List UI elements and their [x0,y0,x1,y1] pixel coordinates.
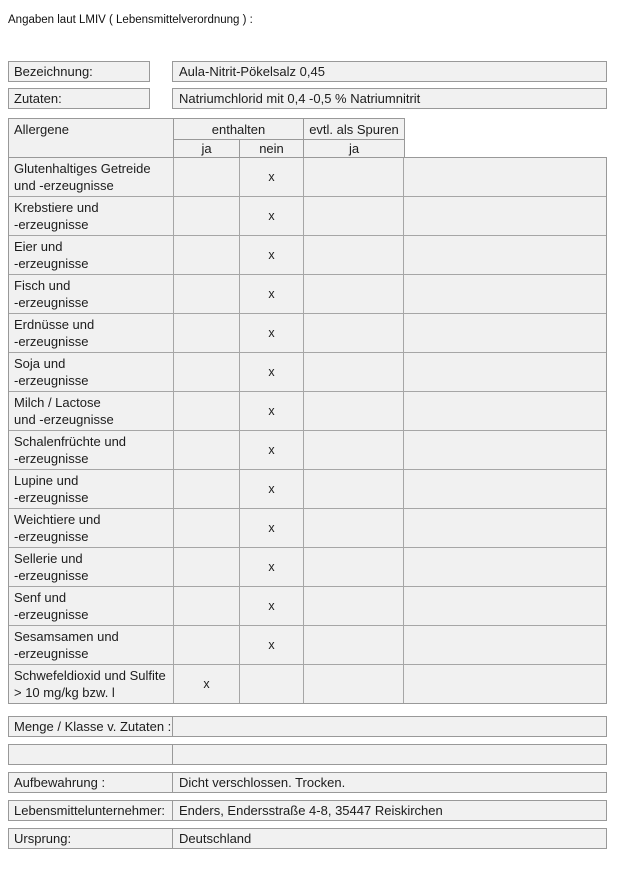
allergen-name-line1: Weichtiere und [14,512,101,527]
allergen-name-line1: Schwefeldioxid und Sulfite [14,668,166,683]
allergen-name [9,626,174,664]
allergen-name-line1: Senf und [14,590,67,605]
cell-enthalten-nein: x [240,314,304,352]
allergen-row [9,275,606,314]
header-allergene: Allergene [9,119,174,157]
cell-enthalten-ja [174,626,240,664]
cell-enthalten-ja [174,197,240,235]
cell-spuren-ja [304,236,404,274]
cell-enthalten-ja [174,236,240,274]
cell-enthalten-nein: x [240,548,304,586]
allergen-name [9,470,174,508]
cell-spuren-ja [304,431,404,469]
field-value: Enders, Endersstraße 4-8, 35447 Reiskirchen [179,803,443,818]
cell-enthalten-ja [174,353,240,391]
allergen-row [9,431,606,470]
cell-enthalten-ja [174,314,240,352]
field-gap [150,61,172,82]
field-value [173,717,606,736]
cell-spuren-ja [304,626,404,664]
allergen-name-line2: -erzeugnisse [14,256,89,271]
allergen-row [9,470,606,509]
cell-enthalten-ja [174,509,240,547]
product-info-section [8,61,607,109]
field-label: Menge / Klasse v. Zutaten : [9,717,173,736]
allergen-table-header [8,118,405,158]
cell-enthalten-nein: x [240,626,304,664]
field-label: Bezeichnung: [8,61,150,82]
cell-spuren-ja [304,197,404,235]
cell-spuren-ja [304,275,404,313]
header-evtl-als-spuren: evtl. als Spuren [304,119,404,140]
allergen-name-line1: Sellerie und [14,551,83,566]
field-value: Aula-Nitrit-Pökelsalz 0,45 [172,61,607,82]
allergen-name [9,158,174,196]
header-enthalten: enthalten [174,119,304,140]
cell-notes [404,548,606,586]
cell-enthalten-nein: x [240,509,304,547]
cell-notes [404,158,606,196]
cell-enthalten-nein: x [240,158,304,196]
cell-enthalten-nein: x [240,392,304,430]
cell-notes [404,197,606,235]
allergen-name [9,548,174,586]
allergen-row [9,158,606,197]
field-label: Aufbewahrung : [9,773,173,792]
cell-enthalten-nein [240,665,304,703]
allergen-name-line2: -erzeugnisse [14,295,89,310]
cell-notes [404,275,606,313]
cell-enthalten-ja: x [174,665,240,703]
allergen-name [9,431,174,469]
cell-enthalten-ja [174,587,240,625]
cell-spuren-ja [304,392,404,430]
cell-enthalten-ja [174,431,240,469]
header-sub-spuren-ja: ja [348,141,360,156]
allergen-name-line2: -erzeugnisse [14,217,89,232]
header-sub-ja: ja [174,140,240,157]
allergen-name-line2: -erzeugnisse [14,334,89,349]
allergen-name [9,236,174,274]
allergen-row [9,236,606,275]
field-row [8,828,607,849]
cell-enthalten-ja [174,548,240,586]
cell-notes [404,587,606,625]
page-title: Angaben laut LMIV ( Lebensmittelverordnung ) : [8,14,253,26]
cell-enthalten-nein: x [240,353,304,391]
field-label: Zutaten: [8,88,150,109]
cell-enthalten-ja [174,470,240,508]
allergen-name-line1: Fisch und [14,278,71,293]
allergen-name-line1: Milch / Lactose [14,395,101,410]
allergen-name-line2: > 10 mg/kg bzw. l [14,685,115,700]
cell-notes [404,665,606,703]
allergen-row [9,665,606,703]
cell-notes [404,392,606,430]
cell-enthalten-ja [174,158,240,196]
cell-notes [404,509,606,547]
allergen-name-line1: Krebstiere und [14,200,99,215]
allergen-row [9,626,606,665]
field-value: Deutschland [179,831,252,846]
cell-enthalten-nein: x [240,197,304,235]
cell-spuren-ja [304,509,404,547]
field-label: Ursprung: [9,829,173,848]
allergen-name-line1: Sesamsamen und [14,629,119,644]
cell-enthalten-nein: x [240,470,304,508]
cell-spuren-ja [304,665,404,703]
cell-enthalten-ja [174,275,240,313]
allergen-name [9,275,174,313]
allergen-name-line2: -erzeugnisse [14,490,89,505]
allergen-name-line2: und -erzeugnisse [14,178,114,193]
allergen-row [9,587,606,626]
field-label [9,745,173,764]
allergen-row [9,197,606,236]
storage-info-section [8,716,607,849]
cell-enthalten-ja [174,392,240,430]
field-row [8,744,607,765]
field-row [8,61,607,82]
allergen-name-line1: Erdnüsse und [14,317,95,332]
allergen-name-line2: -erzeugnisse [14,607,89,622]
allergen-table [8,118,607,704]
cell-enthalten-nein: x [240,275,304,313]
cell-enthalten-nein: x [240,431,304,469]
allergen-name-line1: Eier und [14,239,63,254]
cell-spuren-ja [304,353,404,391]
allergen-name [9,392,174,430]
cell-enthalten-nein: x [240,587,304,625]
cell-notes [404,431,606,469]
allergen-name-line2: -erzeugnisse [14,529,89,544]
cell-notes [404,626,606,664]
allergen-name-line2: -erzeugnisse [14,451,89,466]
cell-spuren-ja [304,548,404,586]
allergen-row [9,392,606,431]
allergen-row [9,509,606,548]
allergen-name [9,314,174,352]
cell-spuren-ja [304,158,404,196]
field-gap [150,88,172,109]
allergen-name-line1: Schalenfrüchte und [14,434,127,449]
field-row [8,772,607,793]
field-label: Lebensmittelunternehmer: [9,801,173,820]
cell-notes [404,236,606,274]
field-row [8,716,607,737]
allergen-name [9,587,174,625]
allergen-name-line1: Glutenhaltiges Getreide [14,161,151,176]
allergen-name [9,665,174,703]
allergen-name-line2: -erzeugnisse [14,373,89,388]
header-sub-nein: nein [240,140,304,157]
allergen-table-body [8,157,607,704]
cell-spuren-ja [304,470,404,508]
allergen-name-line2: -erzeugnisse [14,568,89,583]
field-value: Dicht verschlossen. Trocken. [179,775,346,790]
allergen-row [9,314,606,353]
cell-notes [404,353,606,391]
allergen-name-line2: und -erzeugnisse [14,412,114,427]
allergen-name [9,509,174,547]
allergen-name-line2: -erzeugnisse [14,646,89,661]
allergen-name-line1: Lupine und [14,473,79,488]
page-content [8,0,607,856]
field-row [8,88,607,109]
cell-notes [404,314,606,352]
allergen-name-line1: Soja und [14,356,66,371]
cell-notes [404,470,606,508]
allergen-name [9,353,174,391]
field-value [173,745,606,764]
cell-spuren-ja [304,314,404,352]
field-value: Natriumchlorid mit 0,4 -0,5 % Natriumnitrit [172,88,607,109]
allergen-name [9,197,174,235]
cell-enthalten-nein: x [240,236,304,274]
cell-spuren-ja [304,587,404,625]
allergen-row [9,353,606,392]
field-row [8,800,607,821]
allergen-row [9,548,606,587]
